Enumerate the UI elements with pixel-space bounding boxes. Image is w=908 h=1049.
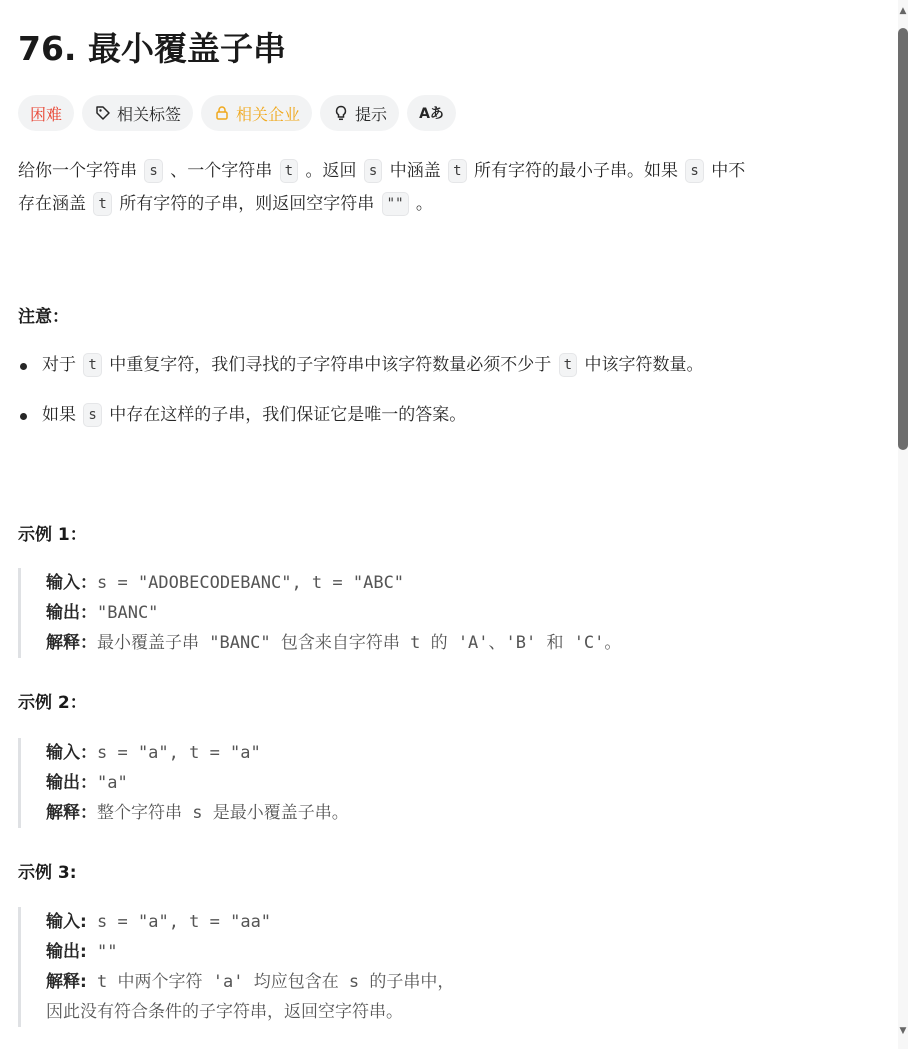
- note-list: [18, 350, 704, 450]
- inline-code: t: [280, 159, 298, 183]
- example-output: 输出："BANC": [46, 603, 159, 623]
- example-2-block: [18, 738, 878, 828]
- hint-label: 提示: [355, 104, 388, 124]
- list-item: 如果 s 中存在这样的子串，我们保证它是唯一的答案。: [18, 400, 704, 450]
- bullet-icon: [20, 413, 27, 420]
- inline-code: s: [364, 159, 382, 183]
- inline-code: t: [93, 192, 111, 216]
- example-output: 输出："a": [46, 773, 128, 793]
- difficulty-label: 困难: [30, 104, 63, 124]
- inline-code: s: [83, 403, 101, 427]
- scrollbar-thumb[interactable]: [898, 28, 908, 450]
- inline-code: t: [559, 353, 577, 377]
- example-explanation: 解释：整个字符串 s 是最小覆盖子串。: [46, 803, 349, 823]
- related-tags-button[interactable]: [82, 95, 193, 131]
- scroll-up-arrow-icon[interactable]: ▲: [899, 6, 907, 16]
- inline-code: s: [685, 159, 703, 183]
- page-title: 76. 最小覆盖子串: [18, 29, 286, 68]
- tag-icon: [94, 104, 112, 122]
- inline-code: t: [448, 159, 466, 183]
- description-paragraph-2: 存在涵盖 t 所有字符的子串，则返回空字符串 "" 。: [18, 194, 433, 214]
- bullet-icon: [20, 363, 27, 370]
- related-tags-label: 相关标签: [117, 104, 182, 124]
- inline-code: t: [83, 353, 101, 377]
- inline-code: "": [382, 192, 409, 216]
- example-1-block: [18, 568, 878, 658]
- example-2-heading: 示例 2：: [18, 693, 87, 713]
- scroll-down-arrow-icon[interactable]: ▼: [899, 1026, 907, 1036]
- example-explanation: 解释：最小覆盖子串 "BANC" 包含来自字符串 t 的 'A'、'B' 和 'C'。: [46, 633, 622, 653]
- related-companies-button[interactable]: [201, 95, 312, 131]
- inline-code: s: [144, 159, 162, 183]
- example-input: 输入：s = "a", t = "a": [46, 743, 261, 763]
- example-1-heading: 示例 1：: [18, 525, 87, 545]
- list-item: 对于 t 中重复字符，我们寻找的子字符串中该字符数量必须不少于 t 中该字符数量。: [18, 350, 704, 400]
- translate-button[interactable]: [407, 95, 456, 131]
- lock-icon: [213, 104, 231, 122]
- difficulty-badge: [18, 95, 74, 131]
- tag-bar: [18, 95, 456, 131]
- description-paragraph-1: 给你一个字符串 s 、一个字符串 t 。返回 s 中涵盖 t 所有字符的最小子串。如果 s 中不: [18, 161, 746, 181]
- example-output: 输出: "": [46, 942, 118, 962]
- note-heading: 注意：: [18, 307, 69, 327]
- example-explanation: 解释: t 中两个字符 'a' 均应包含在 s 的子串中，: [46, 972, 455, 992]
- hint-button[interactable]: [320, 95, 399, 131]
- example-input: 输入: s = "a", t = "aa": [46, 912, 272, 932]
- related-companies-label: 相关企业: [236, 104, 301, 124]
- example-explanation-continued: 因此没有符合条件的子字符串，返回空字符串。: [46, 1002, 403, 1022]
- translate-icon: Aあ: [419, 106, 444, 122]
- example-3-heading: 示例 3:: [18, 863, 77, 883]
- lightbulb-icon: [332, 104, 350, 122]
- vertical-scrollbar[interactable]: [898, 0, 908, 1049]
- example-input: 输入：s = "ADOBECODEBANC", t = "ABC": [46, 573, 405, 593]
- example-3-block: [18, 907, 878, 1027]
